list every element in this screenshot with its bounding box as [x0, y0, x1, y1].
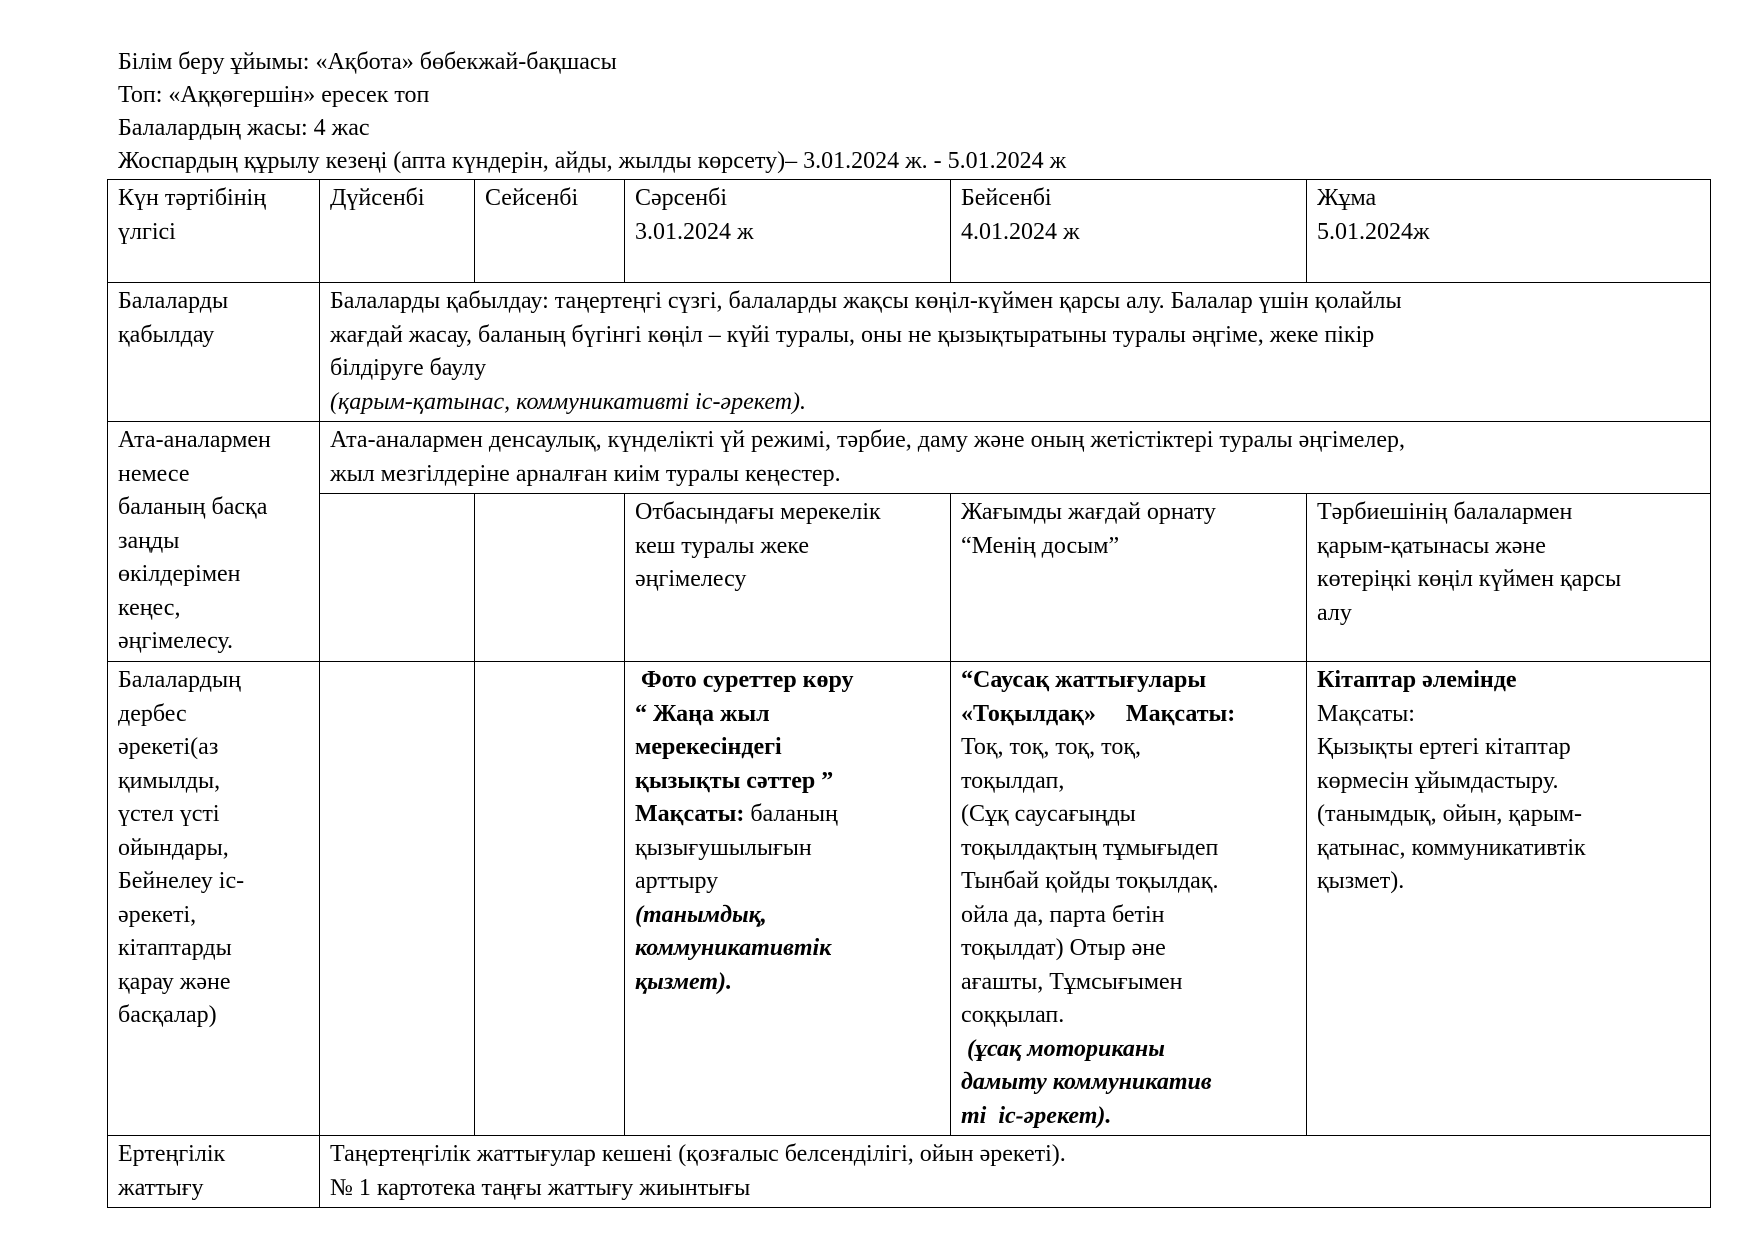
parents-text-line: Ата-аналармен денсаулық, күнделікті үй режимі, тәрбие, даму және оның жетістіктері туралы әңгімелер, [330, 427, 1406, 453]
activity-label-line: дербес [118, 700, 187, 727]
activity-thursday-title: «Тоқылдақ» Мақсаты: [961, 700, 1236, 727]
activity-wednesday-title: қызықты сәттер ” [635, 767, 834, 794]
activity-friday-text: көрмесін ұйымдастыру. [1317, 767, 1559, 794]
activity-friday-cell [1307, 662, 1711, 1136]
reception-note: (қарым-қатынас, коммуникативті іс-әрекет). [330, 388, 807, 415]
activity-wednesday-note: (танымдық, [635, 901, 767, 928]
goal-label: Мақсаты: [635, 801, 745, 827]
activity-thursday-note: дамыту коммуникатив [961, 1069, 1212, 1095]
friday-date: 5.01.2024ж [1317, 218, 1430, 245]
reception-row [108, 283, 1711, 422]
parents-friday-line: алу [1317, 599, 1352, 626]
exercise-label-line: Ертеңгілік [118, 1141, 226, 1167]
activity-row [108, 662, 1711, 1136]
parents-label-line: баланың басқа [118, 494, 268, 520]
activity-wednesday-cell [625, 662, 951, 1136]
thursday-date: 4.01.2024 ж [961, 218, 1080, 245]
parents-friday-line: қарым-қатынасы және [1317, 532, 1546, 559]
activity-thursday-text: тоқылдап, [961, 767, 1065, 794]
activity-label-line: қарау және [118, 968, 231, 995]
parents-label-line: Ата-аналармен [118, 427, 271, 453]
parents-friday-cell [1307, 494, 1711, 662]
thursday-label: Бейсенбі [961, 185, 1052, 211]
header-schedule-line-2: үлгісі [118, 218, 176, 245]
activity-label-line: басқалар) [118, 1002, 217, 1028]
activity-wednesday-title: “ Жаңа жыл [635, 700, 770, 727]
activity-wednesday-title: мерекесіндегі [635, 734, 782, 760]
reception-text-line: Балаларды қабылдау: таңертеңгі сүзгі, балаларды жақсы көңіл-күймен қарсы алу. Балалар үшін қолайлы [330, 288, 1402, 314]
parents-tuesday-cell [475, 494, 625, 662]
header-row [108, 180, 1711, 283]
friday-label: Жұма [1317, 185, 1377, 211]
parents-label-line: немесе [118, 460, 190, 487]
header-cell-tuesday: Сейсенбі [475, 180, 625, 283]
activity-thursday-text: Тоқ, тоқ, тоқ, тоқ, [961, 734, 1142, 760]
activity-monday-cell [320, 662, 475, 1136]
activity-label-line: Бейнелеу іс- [118, 868, 245, 894]
activity-label-line: әрекеті, [118, 901, 197, 928]
activity-thursday-text: Тынбай қойды тоқылдақ. [961, 868, 1219, 894]
activity-friday-text: (танымдық, ойын, қарым- [1317, 801, 1583, 827]
activity-label-line: ойындары, [118, 834, 229, 861]
header-cell-friday [1307, 180, 1711, 283]
activity-wednesday-note: коммуникативтік [635, 935, 832, 961]
parents-label-line: әңгімелесу. [118, 628, 234, 654]
parents-label-line: заңды [118, 527, 180, 554]
parents-wednesday-line: Отбасындағы мерекелік [635, 499, 881, 525]
group-line: Топ: «Аққөгершін» ересек топ [118, 82, 430, 108]
reception-text-line: жағдай жасау, баланың бүгінгі көңіл – күйі туралы, оны не қызықтыратыны туралы әңгіме, жеке пікір [330, 321, 1375, 348]
parents-thursday-line: “Менің досым” [961, 532, 1120, 559]
age-line: Балалардың жасы: 4 жас [118, 115, 370, 141]
exercise-text-cell [320, 1136, 1711, 1208]
activity-label-cell [108, 662, 320, 1136]
goal-text: баланың [744, 801, 838, 827]
header-cell-wednesday [625, 180, 951, 283]
header-cell-monday: Дүйсенбі [320, 180, 475, 283]
activity-tuesday-cell [475, 662, 625, 1136]
exercise-label-cell [108, 1136, 320, 1208]
activity-label-line: қимылды, [118, 767, 221, 794]
activity-thursday-text: (Сұқ саусағыңды [961, 801, 1136, 827]
activity-thursday-note: ті іс-әрекет). [961, 1102, 1112, 1129]
parents-monday-cell [320, 494, 475, 662]
parents-text-line: жыл мезгілдеріне арналған киім туралы кеңестер. [330, 460, 841, 487]
activity-label-line: үстел үсті [118, 801, 220, 827]
parents-row-bottom [108, 494, 1711, 662]
activity-label-line: кітаптарды [118, 935, 232, 961]
activity-thursday-text: тоқылдақтың тұмығыдеп [961, 834, 1219, 861]
parents-wednesday-line: кеш туралы жеке [635, 532, 809, 559]
activity-label-line: әрекеті(аз [118, 734, 219, 760]
activity-thursday-text: тоқылдат) Отыр әне [961, 935, 1166, 961]
period-line: Жоспардың құрылу кезеңі (апта күндерін, айды, жылды көрсету)– 3.01.2024 ж. - 5.01.2024 ж [118, 148, 1067, 174]
activity-thursday-note: (ұсақ моториканы [961, 1035, 1165, 1062]
wednesday-date: 3.01.2024 ж [635, 218, 754, 245]
parents-wednesday-cell [625, 494, 951, 662]
organization-line: Білім беру ұйымы: «Ақбота» бөбекжай-бақшасы [118, 49, 617, 75]
activity-friday-text: Қызықты ертегі кітаптар [1317, 734, 1571, 760]
document-header [118, 46, 1066, 178]
reception-label-line: қабылдау [118, 321, 215, 348]
parents-label-line: кеңес, [118, 594, 181, 621]
exercise-text-line: Таңертеңгілік жаттығулар кешені (қозғалыс белсенділігі, ойын әрекеті). [330, 1141, 1066, 1167]
weekly-plan-table [107, 179, 1711, 1208]
activity-friday-text: қатынас, коммуникативтік [1317, 834, 1586, 861]
parents-label-line: өкілдерімен [118, 561, 241, 587]
activity-wednesday-note: қызмет). [635, 968, 733, 995]
parents-wednesday-line: әңгімелесу [635, 566, 747, 592]
parents-friday-line: Тәрбиешінің балалармен [1317, 499, 1573, 525]
activity-thursday-text: ағашты, Тұмсығымен [961, 968, 1183, 995]
exercise-text-line: № 1 картотека таңғы жаттығу жиынтығы [330, 1174, 751, 1201]
parents-text-cell [320, 422, 1711, 494]
header-schedule-line-1: Күн тәртібінің [118, 185, 267, 211]
exercise-row [108, 1136, 1711, 1208]
parents-friday-line: көтеріңкі көңіл күймен қарсы [1317, 566, 1622, 592]
exercise-label-line: жаттығу [118, 1174, 204, 1201]
reception-text-line: білдіруге баулу [330, 355, 487, 381]
activity-thursday-text: ойла да, парта бетін [961, 901, 1165, 928]
parents-thursday-cell [951, 494, 1307, 662]
activity-wednesday-text: арттыру [635, 868, 719, 894]
header-cell-thursday [951, 180, 1307, 283]
activity-label-line: Балалардың [118, 667, 241, 693]
activity-wednesday-text: қызығушылығын [635, 834, 812, 861]
reception-label-line: Балаларды [118, 288, 229, 314]
activity-thursday-title: “Саусақ жаттығулары [961, 667, 1207, 693]
wednesday-label: Сәрсенбі [635, 185, 727, 211]
parents-label-cell [108, 422, 320, 662]
activity-wednesday-title: Фото суреттер көру [635, 667, 854, 693]
activity-friday-title: Кітаптар әлемінде [1317, 667, 1517, 693]
activity-thursday-cell [951, 662, 1307, 1136]
activity-friday-goal-label: Мақсаты: [1317, 700, 1415, 727]
activity-thursday-text: соққылап. [961, 1002, 1065, 1028]
parents-thursday-line: Жағымды жағдай орнату [961, 499, 1216, 525]
reception-text-cell [320, 283, 1711, 422]
activity-wednesday-goal [635, 798, 940, 832]
reception-label-cell [108, 283, 320, 422]
header-cell-schedule [108, 180, 320, 283]
parents-row-top [108, 422, 1711, 494]
activity-friday-text: қызмет). [1317, 868, 1405, 894]
